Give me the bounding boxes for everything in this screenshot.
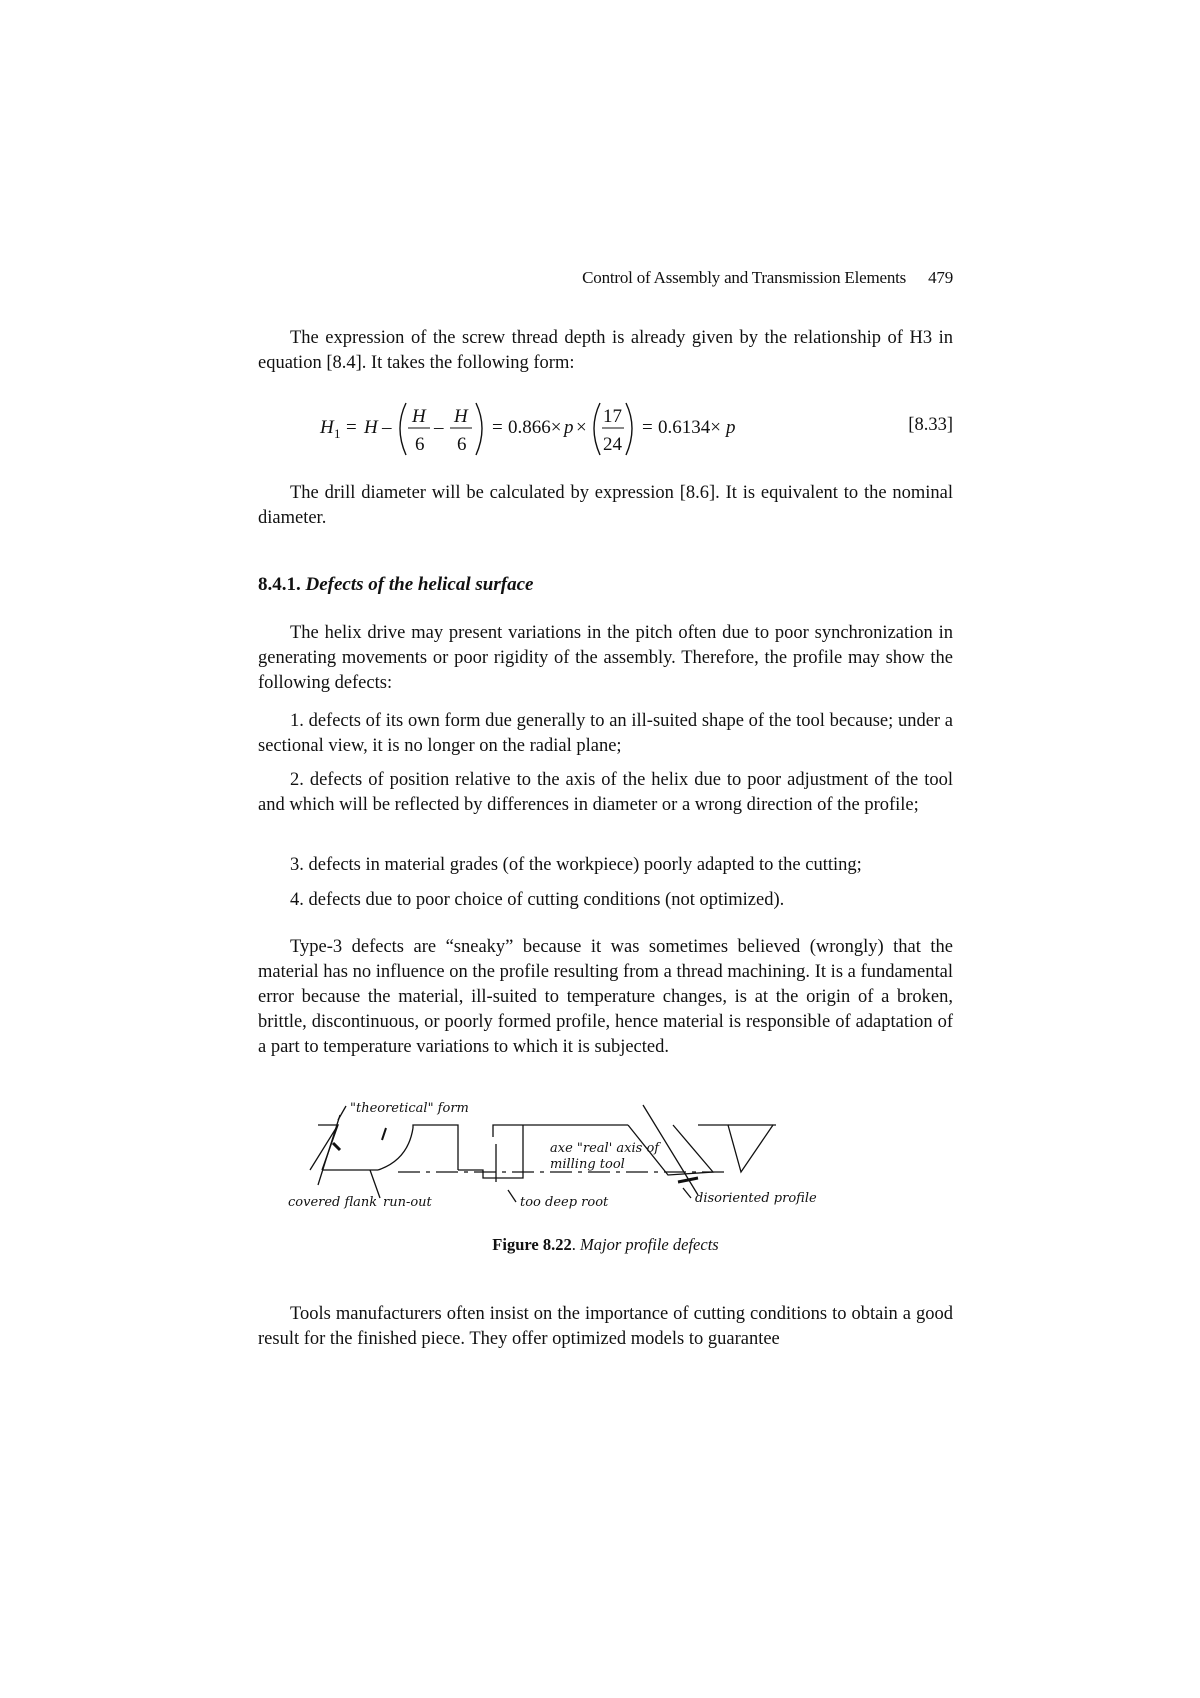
- paragraph-type3: [258, 935, 953, 1060]
- page-number: 479: [928, 268, 953, 287]
- eq-equals-3: =: [642, 417, 653, 438]
- label-axis-line2: milling tool: [550, 1157, 625, 1172]
- profile-end-line: [698, 1125, 776, 1172]
- run-out-mark: [382, 1128, 386, 1140]
- list-item-1: [258, 709, 953, 759]
- list-item-4: [258, 888, 953, 913]
- eq-H: H: [364, 417, 378, 438]
- list-item-text: 3. defects in material grades (of the workpiece) poorly adapted to the cutting;: [290, 855, 862, 875]
- equation-8-33: [258, 395, 953, 463]
- paragraph-intro: [258, 326, 953, 376]
- section-number: 8.4.1.: [258, 574, 301, 595]
- eq-p-1: p: [564, 417, 574, 438]
- disoriented-mark: [678, 1178, 698, 1182]
- frac1-num: H: [412, 406, 426, 427]
- paragraph-text: The expression of the screw thread depth is already given by the relationship of H3 in equation [8.4]. It takes the following form:: [258, 328, 953, 373]
- eq-times: ×: [576, 417, 587, 438]
- running-header: [258, 268, 953, 288]
- list-item-text: 2. defects of position relative to the axis of the helix due to poor adjustment of the tool and which will be reflected by differences in diameter or a wrong direction of the profile;: [258, 770, 953, 815]
- paragraph-text: Type-3 defects are “sneaky” because it was sometimes believed (wrongly) that the material has no influence on the profile resulting from a thread machining. It is a fundamental error because the material, ill-suited to temperature changes, is at the origin of a broken, brittle, discontinuous, or poorly formed profile, hence material is responsible of adaptation of a part to temperature variations to which it is subjected.: [258, 937, 953, 1057]
- list-item-3: [258, 853, 953, 878]
- eq-equals-1: =: [346, 417, 357, 438]
- caption-separator: .: [571, 1235, 580, 1254]
- label-covered-flank: covered flank: [288, 1195, 378, 1210]
- frac3-den: 24: [603, 434, 622, 455]
- paragraph-text: The drill diameter will be calculated by expression [8.6]. It is equivalent to the nominal diameter.: [258, 483, 953, 528]
- label-run-out: run-out: [383, 1195, 432, 1210]
- list-item-text: 1. defects of its own form due generally to an ill-suited shape of the tool because; under a sectional view, it is no longer on the radial plane;: [258, 711, 953, 756]
- eq-mid: 0.866×: [508, 417, 562, 438]
- caption-label: Figure 8.22: [492, 1235, 572, 1254]
- eq-p-2: p: [726, 417, 736, 438]
- profile-defects-diagram: [258, 1100, 953, 1225]
- left-paren-1: [400, 403, 406, 455]
- equation-graphic: [258, 395, 858, 463]
- section-title: Defects of the helical surface: [305, 574, 534, 595]
- caption-text: Major profile defects: [580, 1235, 719, 1254]
- figure-profile-defects: [258, 1100, 953, 1225]
- frac2-num: H: [454, 406, 468, 427]
- covered-flank-mark: [333, 1143, 340, 1150]
- right-paren-1: [476, 403, 482, 455]
- paragraph-text: Tools manufacturers often insist on the importance of cutting conditions to obtain a good result for the finished piece. They offer optimized models to guarantee: [258, 1304, 953, 1349]
- paragraph-helix: [258, 621, 953, 696]
- list-item-text: 4. defects due to poor choice of cutting conditions (not optimized).: [290, 890, 785, 910]
- crest-line: [413, 1125, 458, 1170]
- running-title: Control of Assembly and Transmission Elements: [582, 268, 907, 287]
- section-heading: [258, 574, 533, 596]
- paragraph-text: The helix drive may present variations in the pitch often due to poor synchronization in generating movements or poor rigidity of the assembly. Therefore, the profile may show the following defects:: [258, 623, 953, 693]
- right-paren-2: [626, 403, 632, 455]
- theoretical-leader: [338, 1106, 346, 1120]
- disoriented-leader: [683, 1188, 691, 1198]
- left-paren-2: [594, 403, 600, 455]
- profile-lines: [310, 1105, 776, 1202]
- deep-root-line: [458, 1125, 523, 1178]
- label-disoriented-profile: disoriented profile: [695, 1191, 817, 1206]
- figure-caption: [258, 1235, 953, 1255]
- equation-number: [8.33]: [908, 415, 953, 435]
- eq-lhs-var: H: [320, 417, 334, 438]
- deep-root-notch: [493, 1125, 523, 1137]
- eq-minus-2: –: [434, 417, 444, 438]
- run-out-leader: [370, 1170, 380, 1198]
- eq-rhs: 0.6134×: [658, 417, 721, 438]
- paragraph-tools: [258, 1302, 953, 1352]
- list-item-2: [258, 768, 953, 818]
- frac2-den: 6: [457, 434, 467, 455]
- eq-equals-2: =: [492, 417, 503, 438]
- frac3-num: 17: [603, 406, 622, 427]
- deep-root-leader: [508, 1190, 516, 1202]
- label-too-deep-root: too deep root: [520, 1195, 609, 1210]
- label-theoretical-form: "theoretical" form: [350, 1101, 469, 1116]
- frac1-den: 6: [415, 434, 425, 455]
- label-axis-line1: axe "real' axis of: [550, 1141, 660, 1156]
- paragraph-drill: [258, 481, 953, 531]
- eq-lhs-sub: 1: [334, 426, 341, 441]
- eq-minus-1: –: [382, 417, 392, 438]
